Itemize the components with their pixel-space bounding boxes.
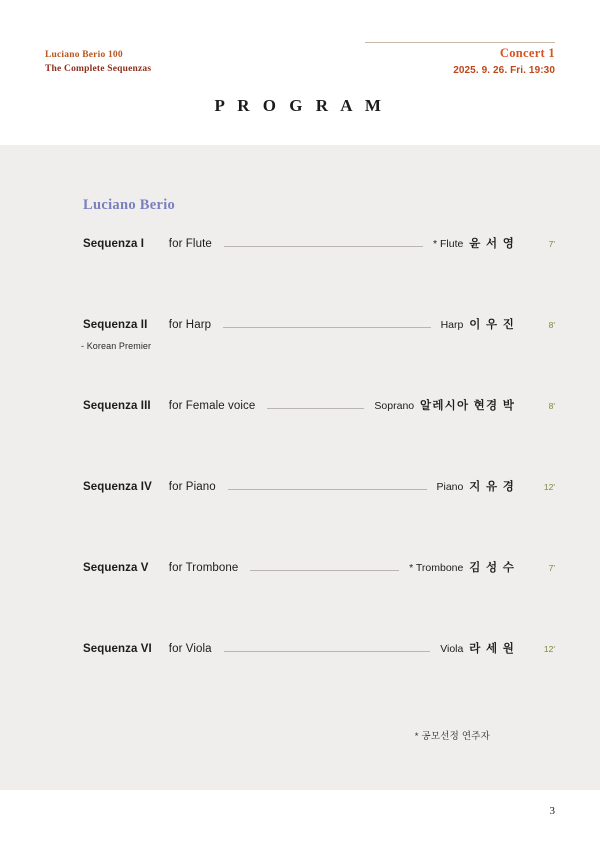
work-instrumentation: for Female voice bbox=[168, 400, 256, 412]
work-title bbox=[83, 238, 167, 250]
work-duration: 7' bbox=[548, 563, 555, 573]
program-row bbox=[83, 559, 555, 575]
asterisk-marker: * bbox=[433, 238, 438, 250]
work-title-text: Sequenza bbox=[83, 319, 138, 331]
asterisk-marker: * bbox=[409, 562, 414, 574]
leader-line bbox=[250, 570, 399, 571]
performer-credit bbox=[437, 478, 516, 494]
work-note: - Korean Premier bbox=[81, 341, 152, 351]
list-item bbox=[0, 235, 600, 316]
page-title: P R O G R A M bbox=[214, 96, 386, 115]
work-instrumentation: for Trombone bbox=[168, 562, 239, 574]
performer-name: 알레시아 현경 박 bbox=[420, 400, 515, 412]
work-title bbox=[83, 562, 167, 574]
work-title bbox=[83, 400, 167, 412]
program-row bbox=[83, 640, 555, 656]
performer-name: 김 성 수 bbox=[469, 562, 515, 574]
performer-instrument: Soprano bbox=[374, 400, 415, 412]
performer-instrument: Piano bbox=[436, 481, 464, 493]
work-number: III bbox=[140, 400, 151, 412]
performer-name: 지 유 경 bbox=[469, 481, 515, 493]
branding-line-2: The Complete Sequenzas bbox=[45, 64, 152, 74]
list-item bbox=[0, 478, 600, 559]
work-title bbox=[83, 319, 167, 331]
performer-credit bbox=[409, 559, 515, 575]
composer-name: Luciano Berio bbox=[83, 197, 176, 213]
work-title-text: Sequenza bbox=[83, 562, 138, 574]
work-instrumentation: for Viola bbox=[168, 643, 212, 655]
performer-credit bbox=[374, 397, 515, 413]
list-item bbox=[0, 316, 600, 397]
work-title bbox=[83, 643, 167, 655]
work-title-text: Sequenza bbox=[83, 481, 138, 493]
work-number: V bbox=[140, 562, 149, 574]
asterisk-footnote: * 공모선정 연주자 bbox=[414, 731, 490, 742]
list-item bbox=[0, 559, 600, 640]
work-instrumentation: for Piano bbox=[168, 481, 216, 493]
work-title-text: Sequenza bbox=[83, 238, 138, 250]
concert-divider bbox=[365, 42, 555, 43]
performer-credit bbox=[440, 640, 515, 656]
program-row bbox=[83, 316, 555, 332]
concert-info bbox=[365, 42, 555, 77]
work-title bbox=[83, 481, 167, 493]
program-row bbox=[83, 478, 555, 494]
work-number: VI bbox=[140, 643, 152, 655]
leader-line bbox=[267, 408, 364, 409]
list-item bbox=[0, 397, 600, 478]
leader-line bbox=[224, 651, 431, 652]
work-title-text: Sequenza bbox=[83, 400, 138, 412]
branding-line-1: Luciano Berio 100 bbox=[45, 50, 123, 60]
work-duration: 8' bbox=[548, 320, 555, 330]
festival-branding bbox=[45, 48, 151, 76]
performer-instrument: Viola bbox=[440, 643, 464, 655]
performer-instrument: Flute bbox=[440, 238, 464, 250]
concert-title: Concert 1 bbox=[499, 46, 555, 60]
program-panel bbox=[0, 145, 600, 790]
leader-line bbox=[223, 327, 430, 328]
concert-date: 2025. 9. 26. Fri. 19:30 bbox=[453, 65, 555, 76]
list-item bbox=[0, 640, 600, 721]
performer-instrument: Harp bbox=[440, 319, 464, 331]
work-duration: 7' bbox=[548, 239, 555, 249]
work-duration: 12' bbox=[543, 644, 555, 654]
program-row bbox=[83, 397, 555, 413]
work-number: IV bbox=[140, 481, 152, 493]
work-instrumentation: for Flute bbox=[168, 238, 212, 250]
performer-name: 라 세 원 bbox=[469, 643, 515, 655]
performer-credit bbox=[441, 316, 515, 332]
page-number: 3 bbox=[549, 805, 555, 817]
program-row bbox=[83, 235, 555, 251]
work-number: II bbox=[140, 319, 148, 331]
work-duration: 12' bbox=[543, 482, 555, 492]
performer-instrument: Trombone bbox=[415, 562, 464, 574]
work-duration: 8' bbox=[548, 401, 555, 411]
work-title-text: Sequenza bbox=[83, 643, 138, 655]
work-instrumentation: for Harp bbox=[168, 319, 212, 331]
performer-name: 윤 서 영 bbox=[469, 238, 515, 250]
performer-credit bbox=[433, 235, 515, 251]
program-list bbox=[0, 235, 600, 721]
leader-line bbox=[228, 489, 427, 490]
page-header bbox=[0, 0, 600, 145]
work-number: I bbox=[140, 238, 145, 250]
leader-line bbox=[224, 246, 423, 247]
performer-name: 이 우 진 bbox=[469, 319, 515, 331]
